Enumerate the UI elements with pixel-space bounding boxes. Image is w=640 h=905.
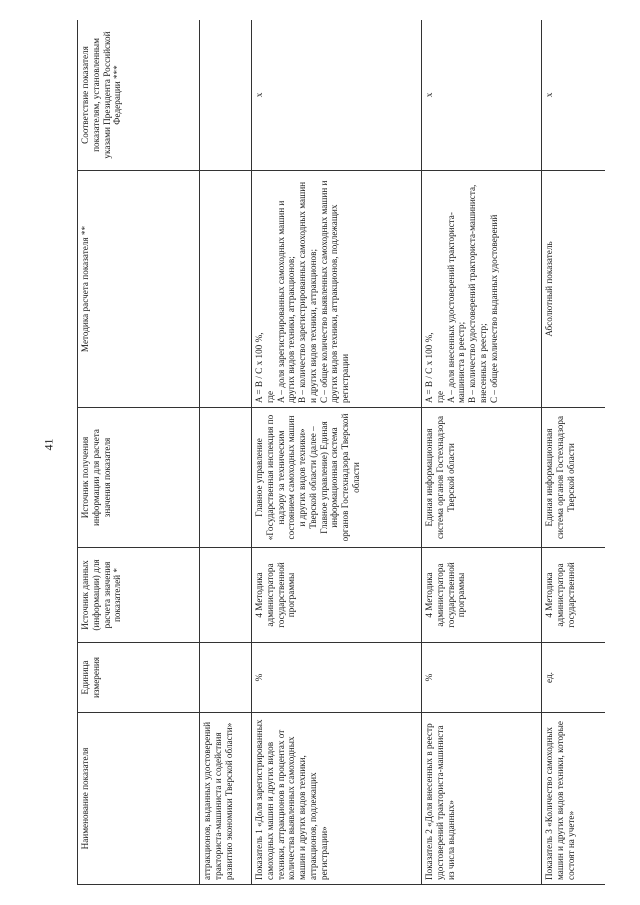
method-line: A – доля внесенных удостоверений тракториста-машиниста в реестр;: [445, 212, 467, 403]
method-line: где: [264, 390, 275, 403]
table-row: [200, 20, 252, 885]
indicator-table: [77, 20, 605, 885]
cell-unit: [200, 643, 252, 713]
cell-data-source: [200, 548, 252, 643]
cell-unit: %: [422, 643, 542, 713]
cell-name: Показатель 1 «Доля зарегистрированных самоходных машин и других видов техники, аттракционов в процентах от количества выявленных самоходных машин и других видов техники, аттракционов, подлежащих регистрации»: [252, 713, 422, 885]
header-name: Наименование показателя: [78, 713, 200, 885]
method-line: C – общее количество выданных удостоверений: [488, 214, 499, 403]
header-method: Методика расчета показателя **: [78, 171, 200, 408]
page-number: 41: [41, 438, 56, 451]
cell-compliance: x: [542, 20, 606, 171]
cell-method: [200, 171, 252, 408]
table-row: [422, 20, 542, 885]
method-line: B – количество зарегистрированных самоходных машин и других видов техники, аттракционов;: [297, 181, 318, 403]
header-row: [78, 20, 200, 885]
header-compliance: Соответствие показателя показателям, установленным указами Президента Российской Федерации ***: [78, 20, 200, 171]
method-line: C – общее количество выявленных самоходных машин и других видов техники, аттракционов, подлежащих регистрации: [318, 180, 351, 403]
cell-method: [542, 171, 606, 408]
table-row: [252, 20, 422, 885]
cell-compliance: [200, 20, 252, 171]
cell-compliance: x: [252, 20, 422, 171]
indicator-table-rotated: [77, 20, 605, 885]
cell-name: Показатель 3 «Количество самоходных машин и других видов техники, которые состоят на учете»: [542, 713, 606, 885]
table-viewport: [77, 20, 605, 885]
cell-name: Показатель 2 «Доля внесенных в реестр удостоверений тракториста-машиниста из числа выданных»: [422, 713, 542, 885]
cell-method: [252, 171, 422, 408]
method-line: B – количество удостоверений тракториста-машиниста, внесенных в реестр;: [467, 184, 488, 403]
cell-unit: %: [252, 643, 422, 713]
method-line: A – доля зарегистрированных самоходных машин и других видов техники, аттракционов;: [275, 200, 297, 403]
method-line: Абсолютный показатель: [544, 241, 554, 337]
table-row: [542, 20, 606, 885]
cell-info-source: Главное управление «Государственная инспекция по надзору за техническим состоянием самоходных машин и других видов техники» Тверской области (далее – Главное управление) Единая информационная система органов Гостехнадзора Тверской области: [252, 408, 422, 548]
cell-data-source: 4 Методика администратора государственной программы: [252, 548, 422, 643]
cell-info-source: Единая информационная система органов Гостехнадзора Тверской области: [542, 408, 606, 548]
cell-unit: ед.: [542, 643, 606, 713]
header-unit: Единица измерения: [78, 643, 200, 713]
header-data-source: Источник данных (информации) для расчета значения показателей *: [78, 548, 200, 643]
cell-name: аттракционов, выданных удостоверений тракториста-машиниста и содействия развитию экономики Тверской области»: [200, 713, 252, 885]
method-line: A = B / C x 100 %,: [254, 332, 264, 403]
cell-info-source: [200, 408, 252, 548]
method-line: A = B / C x 100 %,: [424, 332, 434, 403]
cell-data-source: 4 Методика администратора государственной: [542, 548, 606, 643]
cell-method: [422, 171, 542, 408]
cell-data-source: 4 Методика администратора государственной программы: [422, 548, 542, 643]
cell-info-source: Единая информационная система органов Гостехнадзора Тверской области: [422, 408, 542, 548]
cell-compliance: x: [422, 20, 542, 171]
header-info-source: Источник получения информации для расчета значения показателя: [78, 408, 200, 548]
method-line: где: [434, 390, 445, 403]
